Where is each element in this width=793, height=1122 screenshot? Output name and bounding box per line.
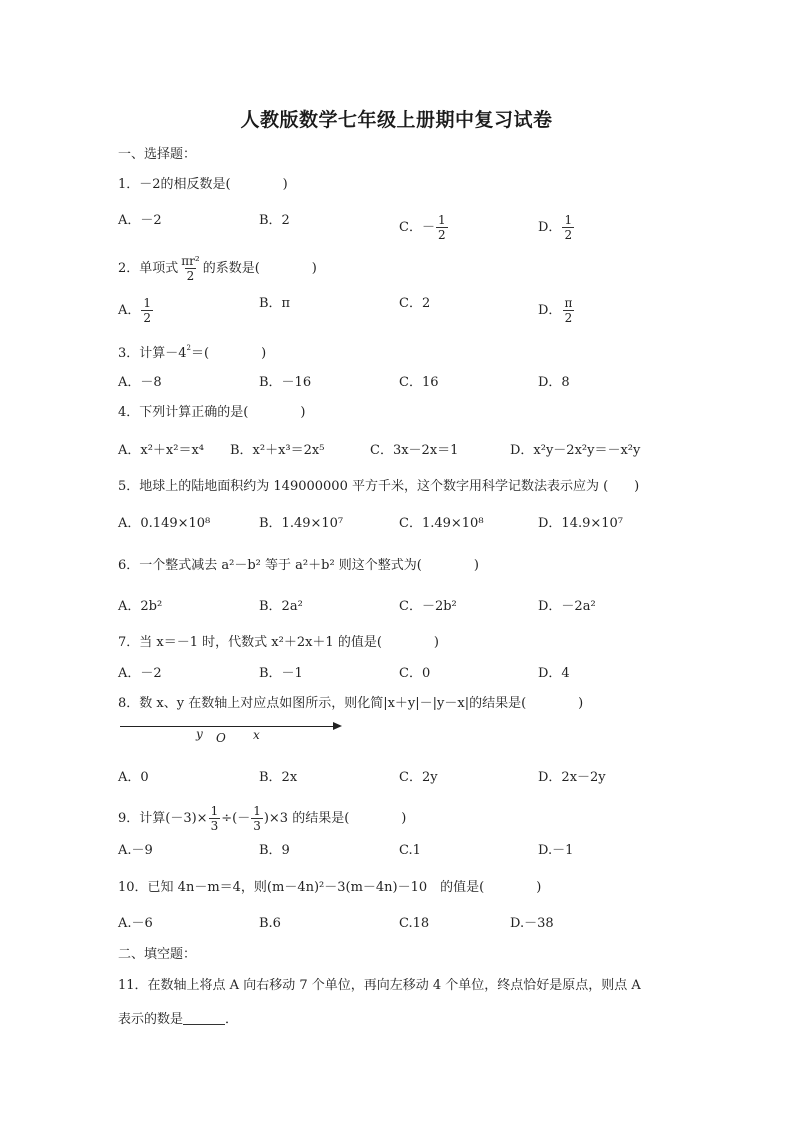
q8-options — [118, 770, 718, 786]
q3-option-c: C．16 — [399, 375, 439, 390]
numerator: 1 — [253, 804, 261, 818]
q5-option-c: C．1.49×10⁸ — [399, 516, 484, 531]
q9-middle: ÷(－ — [221, 811, 251, 826]
fraction — [251, 804, 263, 833]
numerator: π — [564, 296, 573, 310]
q2-d-label: D． — [538, 303, 562, 318]
q3-suffix: ＝( ) — [191, 346, 267, 361]
q3-option-a: A．－8 — [118, 375, 162, 390]
q4-option-b: B．x²＋x³＝2x⁵ — [230, 443, 325, 458]
q9-options — [118, 843, 718, 859]
question-4: 4．下列计算正确的是( ) — [118, 405, 306, 420]
q10-option-a: A.－6 — [118, 916, 153, 931]
q1-options — [118, 213, 718, 242]
q7-option-a: A．－2 — [118, 666, 162, 681]
q1-option-d — [538, 213, 575, 242]
q4-option-d: D．x²y－2x²y＝－x²y — [510, 443, 641, 458]
numerator: 1 — [437, 213, 446, 227]
section-heading-fill-in: 二、填空题： — [118, 947, 197, 962]
question-1: 1．－2的相反数是( ) — [118, 177, 288, 192]
q1-option-a: A．－2 — [118, 213, 162, 228]
q10-option-c: C.18 — [399, 916, 430, 931]
q6-option-d: D．－2a² — [538, 599, 596, 614]
q2-option-d — [538, 296, 575, 325]
q9-option-c: C.1 — [399, 843, 421, 858]
q7-option-d: D．4 — [538, 666, 570, 681]
q10-option-d: D.－38 — [510, 916, 554, 931]
q10-option-b: B.6 — [259, 916, 281, 931]
denominator: 3 — [253, 819, 261, 833]
numerator: 1 — [564, 213, 573, 227]
q2-option-a — [118, 296, 154, 325]
q8-option-b: B．2x — [259, 770, 298, 785]
q9-suffix: )×3 的结果是( ) — [263, 811, 407, 826]
q11-prefix: 表示的数是 — [118, 1012, 184, 1027]
q8-option-a: A．0 — [118, 770, 149, 785]
question-5: 5．地球上的陆地面积约为 149000000 平方千米，这个数字用科学记数法表示应为 ( ) — [118, 479, 640, 494]
q8-option-d: D．2x－2y — [538, 770, 606, 785]
fraction — [141, 296, 153, 325]
q3-prefix: 3．计算－4 — [118, 346, 187, 361]
question-7: 7．当 x＝－1 时，代数式 x²＋2x＋1 的值是( ) — [118, 635, 439, 650]
fraction — [562, 296, 574, 325]
q5-option-b: B．1.49×10⁷ — [259, 516, 344, 531]
section-heading-choice: 一、选择题： — [118, 147, 197, 162]
question-3 — [118, 340, 266, 362]
q4-option-c: C．3x－2x＝1 — [370, 443, 459, 458]
denominator: 2 — [564, 228, 573, 242]
number-line — [120, 726, 335, 727]
q9-option-a: A.－9 — [118, 843, 153, 858]
question-10: 10．已知 4n－m＝4，则(m－4n)²－3(m－4n)－10 的值是( ) — [118, 880, 542, 895]
denominator: 2 — [143, 311, 152, 325]
denominator: 3 — [210, 819, 219, 833]
q6-options — [118, 599, 718, 615]
q7-option-b: B．－1 — [259, 666, 303, 681]
axis-label-y: y — [196, 727, 203, 741]
q6-option-b: B．2a² — [259, 599, 303, 614]
fraction — [436, 213, 448, 242]
q3-options — [118, 375, 718, 391]
number-line-arrow-icon — [333, 722, 342, 730]
q7-option-c: C．0 — [399, 666, 431, 681]
page-title: 人教版数学七年级上册期中复习试卷 — [240, 109, 553, 131]
fraction — [209, 804, 221, 833]
q3-option-d: D．8 — [538, 375, 570, 390]
q2-a-label: A． — [118, 303, 141, 318]
denominator: 2 — [186, 269, 195, 283]
q9-prefix: 9．计算(－3)× — [118, 811, 208, 826]
q2-prefix: 2．单项式 — [118, 261, 179, 276]
q6-option-c: C．－2b² — [399, 599, 457, 614]
q6-option-a: A．2b² — [118, 599, 163, 614]
q1-option-c — [399, 213, 449, 242]
exponent: 2 — [186, 344, 192, 352]
question-8: 8．数 x、y 在数轴上对应点如图所示，则化简|x＋y|－|y－x|的结果是( ) — [118, 696, 584, 711]
question-9 — [118, 804, 406, 833]
q2-suffix: 的系数是( ) — [202, 261, 317, 276]
q10-options — [118, 916, 718, 932]
q3-option-b: B．－16 — [259, 375, 312, 390]
q1-c-label: C．－ — [399, 220, 435, 235]
q1-d-label: D． — [538, 220, 562, 235]
q2-option-c: C．2 — [399, 296, 431, 311]
question-6: 6．一个整式减去 a²－b² 等于 a²＋b² 则这个整式为( ) — [118, 558, 479, 573]
q5-option-a: A．0.149×10⁸ — [118, 516, 211, 531]
q5-option-d: D．14.9×10⁷ — [538, 516, 624, 531]
q9-option-d: D.－1 — [538, 843, 574, 858]
axis-label-origin: O — [216, 731, 226, 745]
numerator: 1 — [210, 804, 219, 818]
q7-options — [118, 666, 718, 682]
answer-blank[interactable] — [183, 1012, 225, 1025]
denominator: 2 — [437, 228, 446, 242]
q2-options — [118, 296, 718, 325]
q4-options — [118, 443, 718, 459]
q9-option-b: B．9 — [259, 843, 290, 858]
q1-option-b: B．2 — [259, 213, 290, 228]
q2-option-b: B．π — [259, 296, 291, 311]
denominator: 2 — [564, 311, 573, 325]
numerator: 1 — [143, 296, 152, 310]
fraction — [179, 254, 201, 283]
question-11-line2 — [118, 1012, 238, 1028]
fraction — [562, 213, 574, 242]
numerator: πr² — [181, 254, 200, 268]
q8-option-c: C．2y — [399, 770, 438, 785]
question-11: 11．在数轴上将点 A 向右移动 7 个单位，再向左移动 4 个单位，终点恰好是原点，则点 A — [118, 978, 641, 993]
question-2 — [118, 254, 317, 283]
axis-label-x: x — [253, 728, 260, 742]
q11-suffix: ． — [225, 1012, 239, 1027]
q4-option-a: A．x²＋x²＝x⁴ — [118, 443, 205, 458]
q5-options — [118, 516, 718, 532]
